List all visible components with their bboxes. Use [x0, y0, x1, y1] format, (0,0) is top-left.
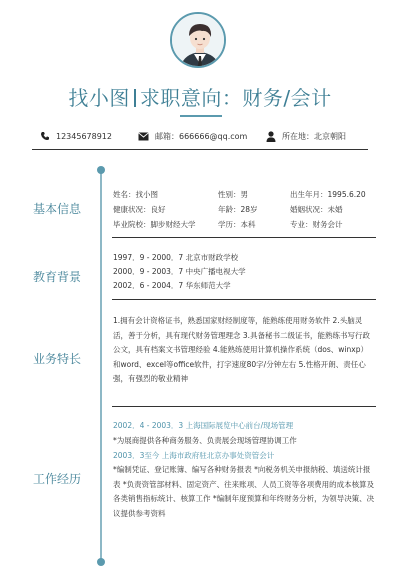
- resume-title: [0, 82, 400, 111]
- info-marital: 婚姻状况：未婚: [290, 205, 343, 214]
- timeline-dot-bottom: [97, 558, 105, 566]
- contact-location: [266, 129, 346, 143]
- email-text: 邮箱：666666@qq.com: [155, 131, 248, 141]
- basic-info-divider: [112, 237, 376, 238]
- experience-period: 2003．3至今 上海市政府驻北京办事处资管会计: [113, 451, 275, 460]
- section-label-education: 教育背景: [32, 270, 81, 284]
- avatar-portrait-icon: [172, 14, 226, 68]
- experience-detail: *编制凭证、登记账簿、编写各种财务报表 *向税务机关申报纳税、填送统计报表 *负责资管部材料、固定资产、往来账项、人员工资等各项费用的成本核算及各类销售指标统计、核算工作 *编制年度预算和年终财务分析，为领导决策、决议提供参考资料: [113, 465, 375, 518]
- timeline-line: [100, 170, 102, 562]
- section-label-experience: 工作经历: [32, 472, 81, 486]
- avatar: [170, 12, 226, 68]
- info-major: 专业：财务会计: [290, 220, 343, 229]
- education-item: 2000．9 - 2003．7 中央广播电视大学: [113, 267, 246, 276]
- info-school: 毕业院校：脚步财经大学: [113, 220, 196, 229]
- contact-phone: [40, 129, 112, 143]
- education-item: 1997．9 - 2000．7 北京市财政学校: [113, 253, 239, 262]
- contact-divider: [32, 149, 368, 150]
- title-separator: [134, 89, 136, 107]
- phone-icon: [40, 131, 50, 141]
- info-gender: 性别：男: [218, 190, 248, 199]
- skills-text: 1.拥有会计资格证书，熟悉国家财经制度等，能熟练使用财务软件 2.头脑灵活，善于分析，具有现代财务管理理念 3.具备秘书二级证书，能熟练书写行政公文，具有档案文书管理经验 4.能熟练使用计算机操作系统（dos、winxp）和word、excel等office软件，打字速度80字/分钟左右 5.性格开朗、责任心强，有强烈的敬业精神: [113, 316, 371, 383]
- candidate-name: 找小图: [68, 86, 130, 110]
- contact-email: [138, 129, 247, 143]
- phone-text: 12345678912: [56, 131, 112, 141]
- location-text: 所在地：北京朝阳: [282, 131, 346, 141]
- info-name: 姓名：找小图: [113, 190, 158, 199]
- info-birth: 出生年月：1995.6.20: [290, 190, 366, 199]
- education-divider: [112, 299, 376, 300]
- person-icon: [266, 131, 276, 142]
- job-intent: 求职意向：财务/会计: [139, 86, 332, 110]
- title-underline: [180, 115, 222, 117]
- skills-divider: [112, 406, 376, 407]
- info-health: 健康状况：良好: [113, 205, 166, 214]
- education-item: 2002．6 - 2004．7 华东师范大学: [113, 281, 231, 290]
- mail-icon: [138, 132, 149, 141]
- timeline-dot-top: [97, 166, 105, 174]
- section-label-skills: 业务特长: [32, 352, 81, 366]
- info-degree: 学历：本科: [218, 220, 256, 229]
- experience-detail: *为展商提供各种商务服务、负责展会现场管理协调工作: [113, 436, 297, 445]
- section-label-basic-info: 基本信息: [32, 202, 81, 216]
- info-age: 年龄：28岁: [218, 205, 258, 214]
- experience-period: 2002．4 - 2003．3 上海国际展览中心前台/现场管理: [113, 421, 294, 430]
